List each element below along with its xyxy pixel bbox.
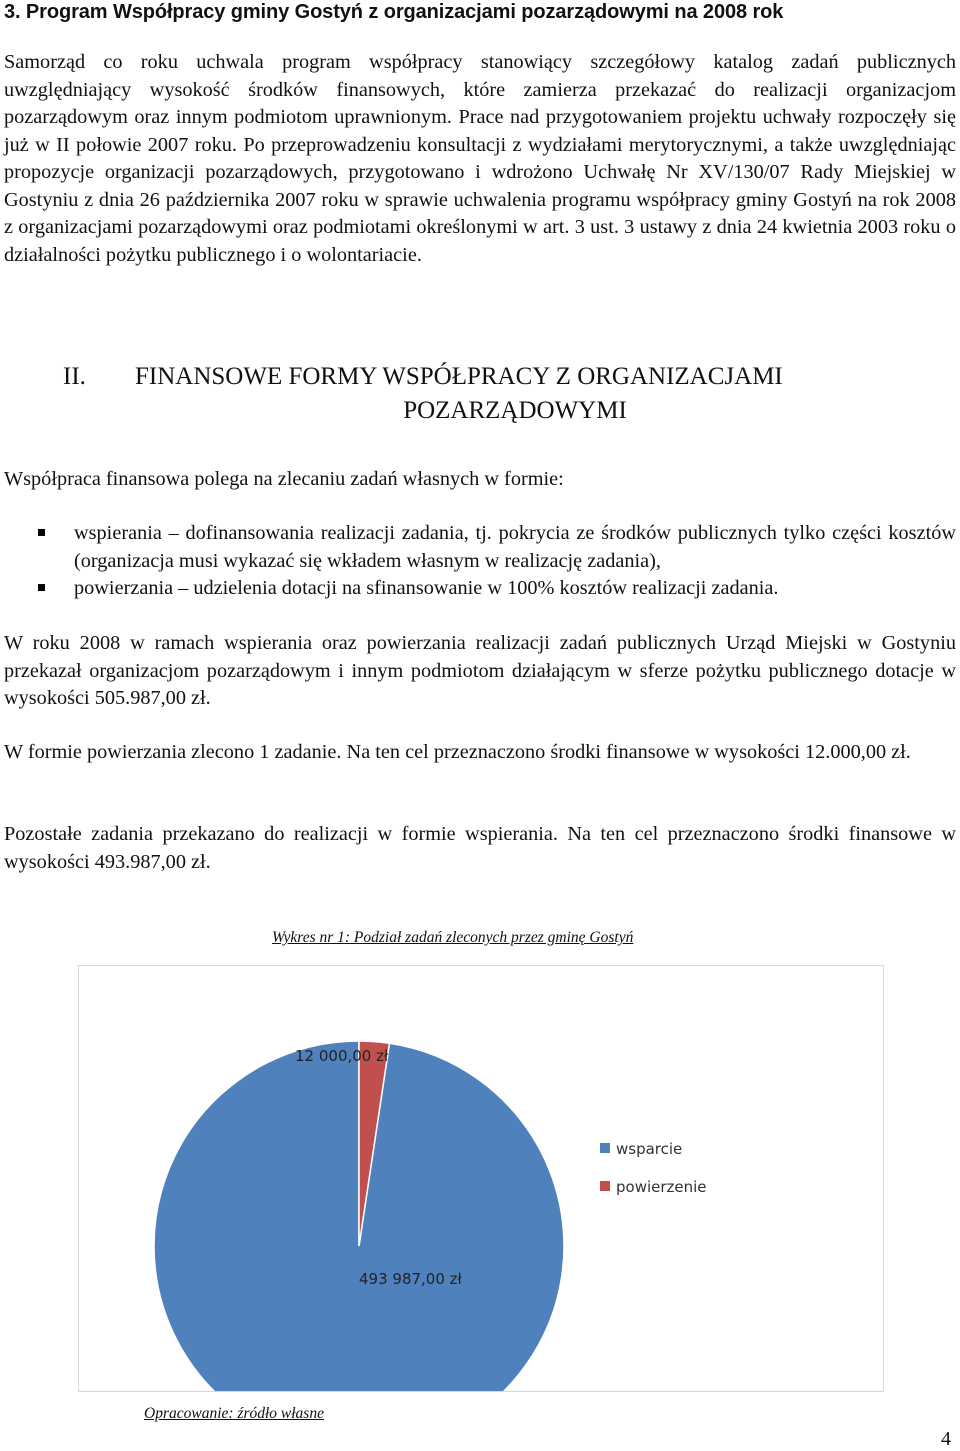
bullet-list xyxy=(0,520,960,603)
paragraph-total-grants: W roku 2008 w ramach wspierania oraz powierzania realizacji zadań publicznych Urząd Miejski w Gostyniu przekazał organizacjom pozarządowym i innym podmiotom działającym w sferze pożytku publicznego dotacje w wysokości 505.987,00 zł. xyxy=(4,632,956,709)
section-2-intro: Współpraca finansowa polega na zlecaniu zadań własnych w formie: xyxy=(4,468,564,490)
page-number: 4 xyxy=(941,1428,951,1450)
pie-chart-frame xyxy=(78,965,884,1392)
figure-source: Opracowanie: źródło własne xyxy=(144,1405,324,1422)
legend-swatch-powierzenie xyxy=(600,1181,610,1191)
legend-swatch-wsparcie xyxy=(600,1143,610,1153)
bullet-item xyxy=(0,520,960,575)
section-2-title-line-1: FINANSOWE FORMY WSPÓŁPRACY Z ORGANIZACJAMI xyxy=(135,363,783,390)
legend-label-powierzenie: powierzenie xyxy=(616,1178,707,1196)
legend-label-wsparcie: wsparcie xyxy=(616,1140,683,1158)
data-label-powierzenie: 12 000,00 zł xyxy=(295,1047,389,1065)
bullet-item xyxy=(0,575,960,603)
paragraph-commissioning: W formie powierzania zlecono 1 zadanie. Na ten cel przeznaczono środki finansowe w wysokości 12.000,00 zł. xyxy=(4,741,911,763)
square-bullet-icon xyxy=(38,584,45,591)
data-label-wsparcie: 493 987,00 zł xyxy=(359,1270,462,1288)
paragraph-supporting: Pozostałe zadania przekazano do realizacji w formie wspierania. Na ten cel przeznaczono środki finansowe w wysokości 493.987,00 zł. xyxy=(4,823,956,873)
bullet-text: powierzania – udzielenia dotacji na sfinansowanie w 100% kosztów realizacji zadania. xyxy=(74,577,779,599)
bullet-text: wspierania – dofinansowania realizacji zadania, tj. pokrycia ze środków publicznych tylko części kosztów (organizacja musi wykazać się wkładem własnym w realizację zadania), xyxy=(74,522,956,572)
section-2-title-line-2: POZARZĄDOWYMI xyxy=(403,397,627,424)
section-2-number: II. xyxy=(63,363,86,390)
figure-caption: Wykres nr 1: Podział zadań zleconych przez gminę Gostyń xyxy=(272,929,634,946)
square-bullet-icon xyxy=(38,529,45,536)
section-3-heading: 3. Program Współpracy gminy Gostyń z organizacjami pozarządowymi na 2008 rok xyxy=(4,1,784,23)
pie-chart xyxy=(79,966,883,1391)
section-3-paragraph: Samorząd co roku uchwala program współpracy stanowiący szczegółowy katalog zadań publicznych uwzględniający wysokość środków finansowych, które zamierza przekazać do realizacji organizacjom pozarządowym oraz innym podmiotom uprawnionym. Prace nad przygotowaniem projektu uchwały rozpoczęły się już w II połowie 2007 roku. Po przeprowadzeniu konsultacji z wydziałami merytorycznymi, a także uwzględniając propozycje organizacji pozarządowych, przygotowano i wdrożono Uchwałę Nr XV/130/07 Rady Miejskiej w Gostyniu z dnia 26 października 2007 roku w sprawie uchwalenia programu współpracy gminy Gostyń na rok 2008 z organizacjami pozarządowymi oraz podmiotami określonymi w art. 3 ust. 3 ustawy z dnia 24 kwietnia 2003 roku o działalności pożytku publicznego i o wolontariacie. xyxy=(4,51,956,266)
